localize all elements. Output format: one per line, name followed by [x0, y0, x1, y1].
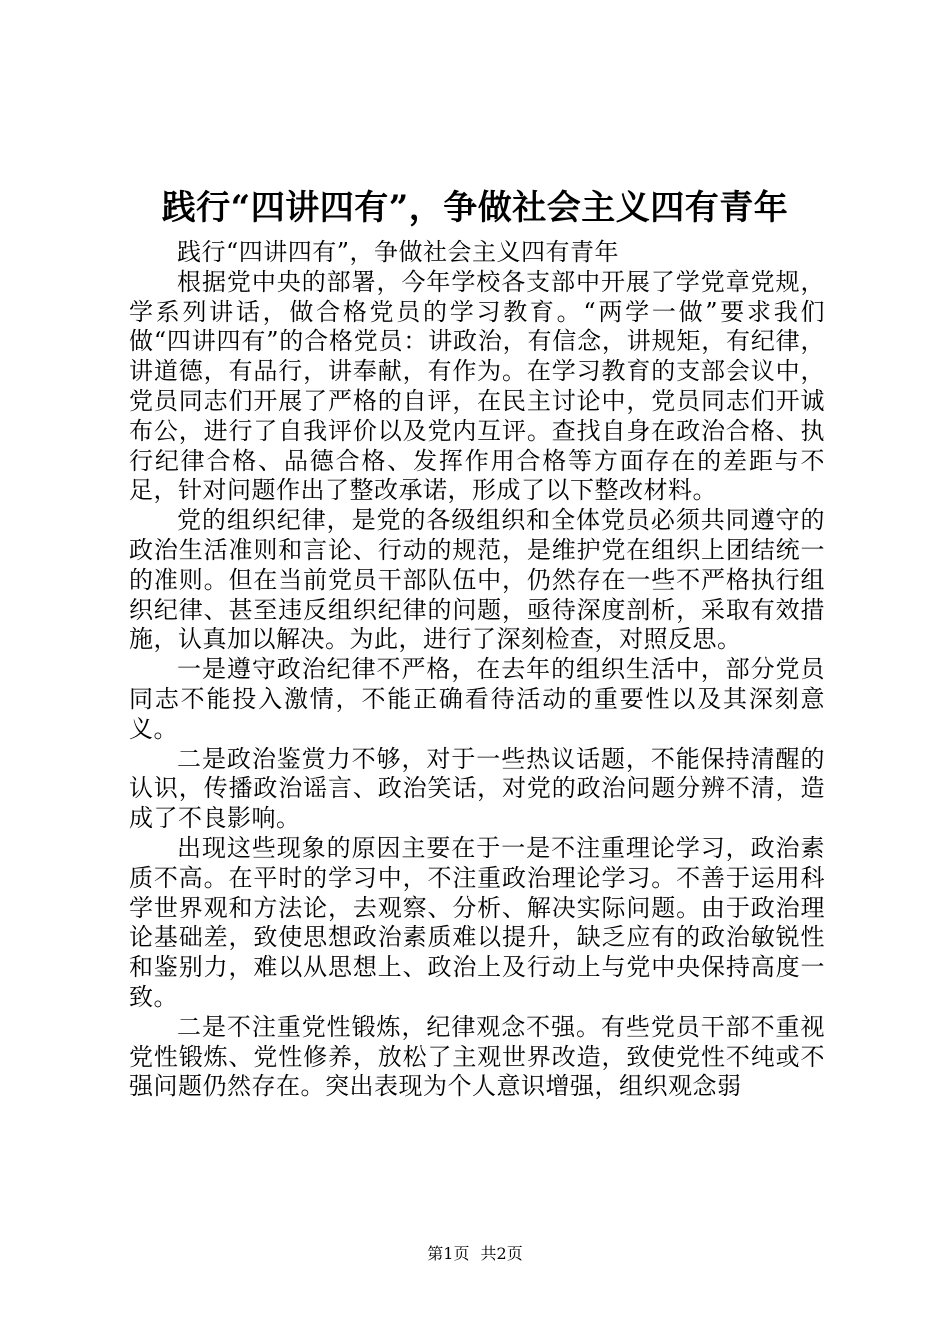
paragraph: 二是不注重党性锻炼，纪律观念不强。有些党员干部不重视党性锻炼、党性修养，放松了主观世界改造，致使党性不纯或不强问题仍然存在。突出表现为个人意识增强，组织观念弱	[129, 1012, 825, 1101]
paragraph-subtitle: 践行“四讲四有”，争做社会主义四有青年	[177, 238, 620, 266]
paragraph: 二是政治鉴赏力不够，对于一些热议话题，不能保持清醒的认识，传播政治谣言、政治笑话，对党的政治问题分辨不清，造成了不良影响。	[129, 744, 825, 833]
page-number: 第1页	[427, 1244, 470, 1263]
paragraph: 根据党中央的部署，今年学校各支部中开展了学党章党规，学系列讲话，做合格党员的学习教育。“两学一做”要求我们做“四讲四有”的合格党员：讲政治，有信念，讲规矩，有纪律，讲道德，有品行，讲奉献，有作为。在学习教育的支部会议中，党员同志们开展了严格的自评，在民主讨论中，党员同志们开诚布公，进行了自我评价以及党内互评。查找自身在政治合格、执行纪律合格、品德合格、发挥作用合格等方面存在的差距与不足，针对问题作出了整改承诺，形成了以下整改材料。	[129, 267, 825, 505]
paragraph: 一是遵守政治纪律不严格，在去年的组织生活中，部分党员同志不能投入激情，不能正确看待活动的重要性以及其深刻意义。	[129, 655, 825, 743]
paragraph: 出现这些现象的原因主要在于一是不注重理论学习，政治素质不高。在平时的学习中，不注重政治理论学习。不善于运用科学世界观和方法论，去观察、分析、解决实际问题。由于政治理论基础差，致使思想政治素质难以提升，缺乏应有的政治敏锐性和鉴别力，难以从思想上、政治上及行动上与党中央保持高度一致。	[129, 833, 825, 1011]
document-title: 践行“四讲四有”，争做社会主义四有青年	[161, 188, 789, 228]
page-footer	[0, 1244, 950, 1264]
page-total: 共2页	[480, 1244, 523, 1263]
document-body	[129, 238, 825, 1102]
paragraph: 党的组织纪律，是党的各级组织和全体党员必须共同遵守的政治生活准则和言论、行动的规范，是维护党在组织上团结统一的准则。但在当前党员干部队伍中，仍然存在一些不严格执行组织纪律、甚至违反组织纪律的问题，亟待深度剖析，采取有效措施，认真加以解决。为此，进行了深刻检查，对照反思。	[129, 506, 825, 654]
